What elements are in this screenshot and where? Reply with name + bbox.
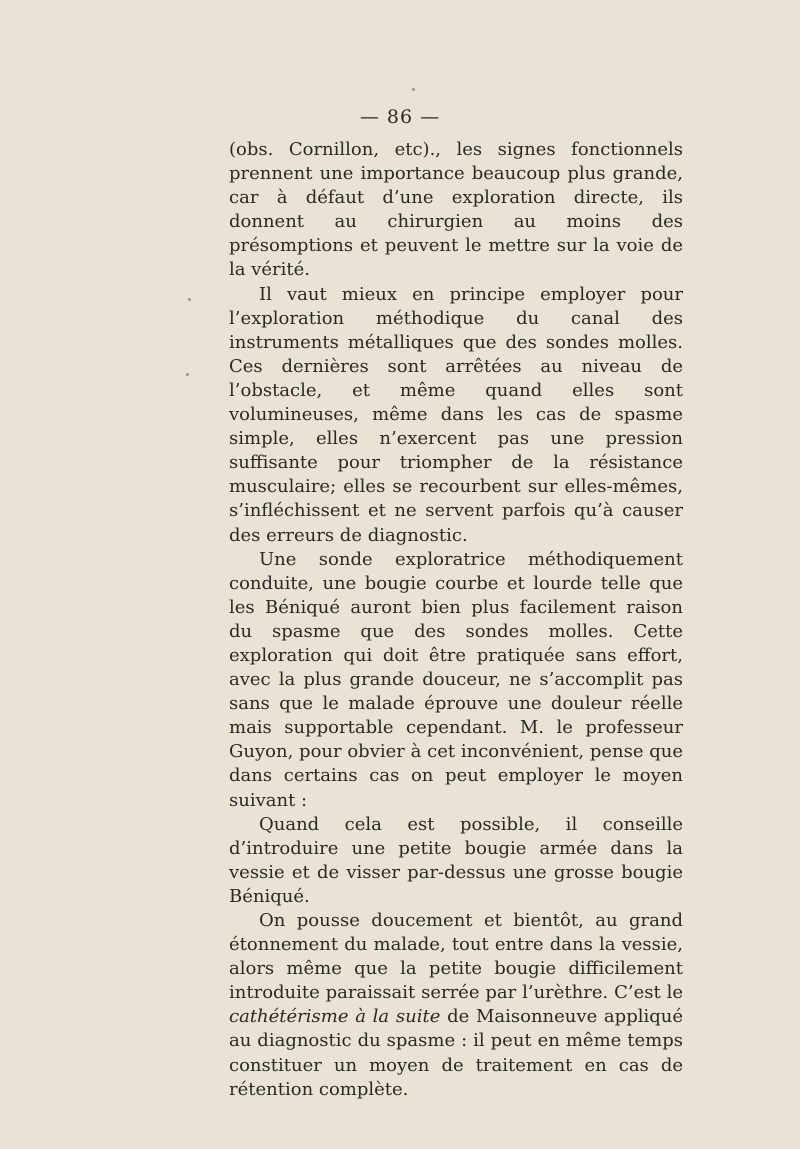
paper-speck — [412, 88, 415, 91]
paragraph-text: de Maisonneuve appliqué au diagnostic du spasme : il peut en même temps constituer un moyen de traitement en cas de rétention complète. — [229, 1006, 683, 1100]
paragraph — [229, 909, 683, 1102]
paragraph — [229, 138, 683, 283]
paragraph — [229, 548, 683, 813]
paper-speck — [186, 373, 189, 376]
page-number: — 86 — — [359, 106, 441, 128]
body-text — [229, 138, 683, 1102]
paragraph — [229, 283, 683, 548]
paragraph-text: Quand cela est possible, il conseille d’introduire une petite bougie armée dans la vessie et de visser par-dessus une grosse bougie Béniqué. — [229, 813, 683, 907]
paragraph — [229, 813, 683, 909]
paragraph-text: Il vaut mieux en principe employer pour l’exploration méthodique du canal des instruments métalliques que des sondes molles. Ces dernières sont arrêtées au niveau de l’obstacle, et même quand elles sont volumineuses, même dans les cas de spasme simple, elles n’exercent pas une pression suffisante pour triompher de la résistance musculaire; elles se recourbent sur elles-mêmes, s’infléchissent et ne servent parfois qu’à causer des erreurs de diagnostic. — [229, 283, 683, 546]
paragraph-text: On pousse doucement et bientôt, au grand étonnement du malade, tout entre dans la vessie, alors même que la petite bougie difficilement introduite paraissait serrée par l’urèthre. C’est le — [229, 910, 683, 1004]
italic-term: cathétérisme à la suite — [229, 1006, 441, 1028]
paragraph-text: (obs. Cornillon, etc)., les signes fonctionnels prennent une importance beaucoup plus grande, car à défaut d’une exploration directe, ils donnent au chirurgien au moins des présomptions et peuvent le mettre sur la voie de la vérité. — [229, 139, 683, 281]
paper-speck — [188, 298, 191, 301]
paragraph-text: Une sonde exploratrice méthodiquement conduite, une bougie courbe et lourde telle que les Béniqué auront bien plus facilement raison du spasme que des sondes molles. Cette exploration qui doit être pratiquée sans effort, avec la plus grande douceur, ne s’accomplit pas sans que le malade éprouve une douleur réelle mais supportable cependant. M. le professeur Guyon, pour obvier à cet inconvénient, pense que dans certains cas on peut employer le moyen suivant : — [229, 548, 683, 811]
